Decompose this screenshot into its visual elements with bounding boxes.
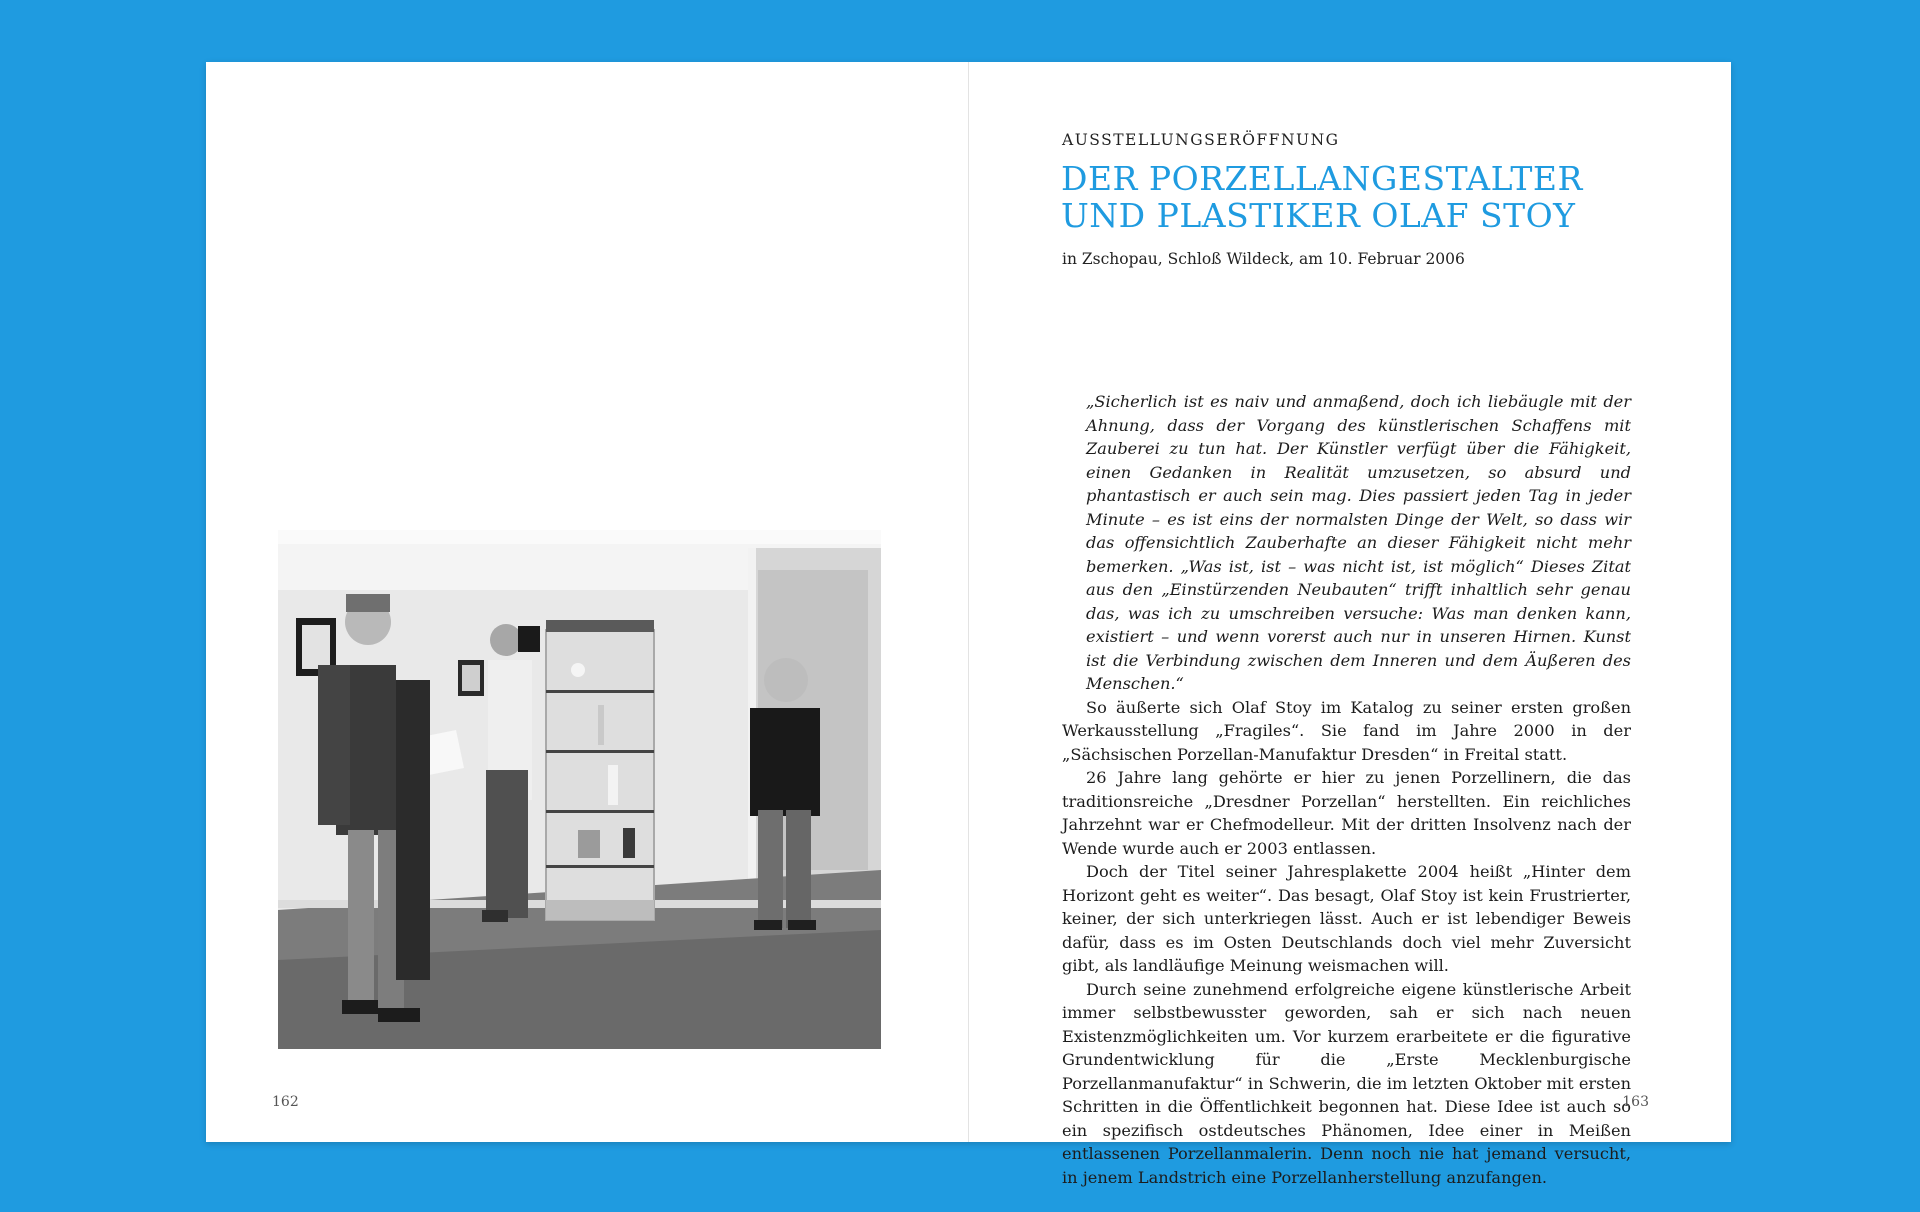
body-paragraph: So äußerte sich Olaf Stoy im Katalog zu seiner ersten großen Werkausstellung „Fragiles“. Sie fand im Jahre 2000 in der „Sächsischen Porzellan-Manufaktur Dresden“ in Freital statt. <box>1062 697 1631 764</box>
headline-line-1: DER PORZELLANGESTALTER <box>1061 159 1583 198</box>
body-paragraph: 26 Jahre lang gehörte er hier zu jenen Porzellinern, die das traditionsreiche „Dresdner Porzellan“ herstellten. Ein reichliches Jahrzehnt war er Chefmodelleur. Mit der dritten Insolvenz nach der Wende wurde auch er 2003 entlassen. <box>1062 768 1631 858</box>
book-spread <box>206 62 1731 1187</box>
opening-quote: „Sicherlich ist es naiv und anmaßend, doch ich liebäugle mit der Ahnung, dass der Vorgang des künstlerischen Schaffens mit Zauberei zu tun hat. Der Künstler verfügt über die Fähigkeit, einen Gedanken in Realität umzusetzen, so absurd und phantastisch er auch sein mag. Dies passiert jeden Tag in jeder Minute – es ist eins der normalsten Dinge der Welt, so dass wir das offensichtlich Zauberhafte an dieser Fähigkeit nicht mehr bemerken. „Was ist, ist – was nicht ist, ist möglich“ Dieses Zitat aus den „Einstürzenden Neubauten“ trifft inhaltlich sehr genau das, was ich zu umschreiben versuche: Was man denken kann, existiert – und wenn vorerst auch nur in unseren Hirnen. Kunst ist die Verbindung zwischen dem Inneren und dem Äußeren des Menschen.“ <box>1086 392 1631 693</box>
article-body <box>1062 390 1631 1189</box>
page-number-right: 163 <box>1622 1094 1649 1110</box>
exhibition-photo-image <box>278 530 881 1049</box>
body-paragraph: Doch der Titel seiner Jahresplakette 2004 heißt „Hinter dem Horizont geht es weiter“. Das besagt, Olaf Stoy ist kein Frustrierter, keiner, der sich unterkriegen lässt. Auch er ist lebendiger Beweis dafür, dass es im Osten Deutschlands doch viel mehr Zuversicht gibt, als landläufige Meinung weismachen will. <box>1062 862 1631 975</box>
article-headline <box>1061 160 1661 234</box>
left-page <box>206 62 968 1142</box>
page-number-left: 162 <box>272 1094 299 1110</box>
right-page <box>969 62 1731 1187</box>
headline-line-2: UND PLASTIKER OLAF STOY <box>1061 196 1576 235</box>
body-paragraph: Durch seine zunehmend erfolgreiche eigene künstlerische Arbeit immer selbstbewusster geworden, sah er sich nach neuen Existenzmöglichkeiten um. Vor kurzem erarbeitete er die figurative Grundentwicklung für die „Erste Mecklenburgische Porzellanmanufaktur“ in Schwerin, die im letzten Oktober mit ersten Schritten in die Öffentlichkeit begonnen hat. Diese Idee ist auch so ein spezifisch ostdeutsches Phänomen, Idee einer in Meißen entlassenen Porzellanmalerin. Denn noch nie hat jemand versucht, in jenem Landstrich eine Porzellanherstellung anzufangen. <box>1062 979 1631 1187</box>
event-subline: in Zschopau, Schloß Wildeck, am 10. Februar 2006 <box>1062 250 1465 268</box>
section-kicker: AUSSTELLUNGSERÖFFNUNG <box>1062 131 1340 149</box>
exhibition-photo <box>278 530 881 1049</box>
